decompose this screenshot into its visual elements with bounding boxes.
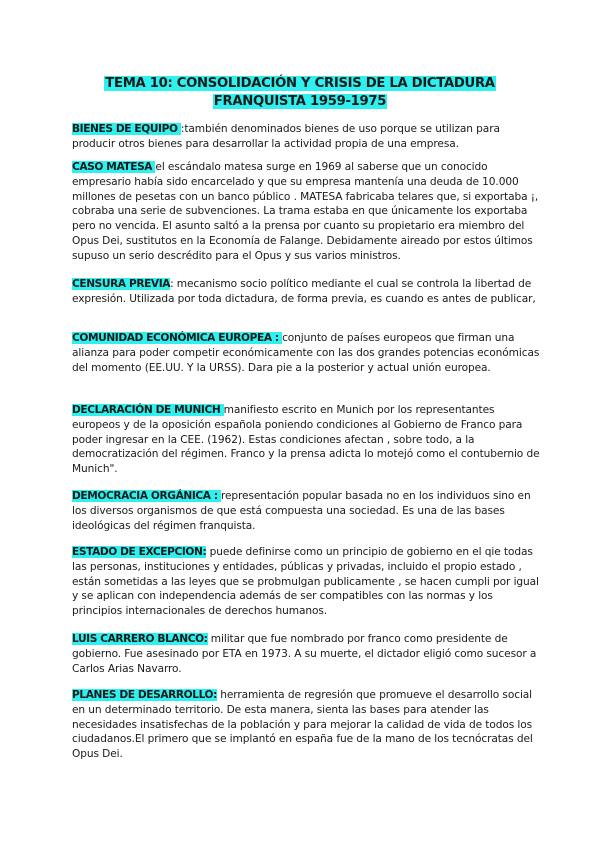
glossary-definition: herramienta de regresión que promueve el desarrollo social en un determinado territorio. De esta manera, sienta las bases para atender las necesidades insatisfechas de la población y para mejorar la calidad de vida de todos los ciudadanos.El primero que se implantó en españa fue de la mano de los tecnócratas del Opus Dei.	[72, 689, 533, 761]
glossary-definition: representación popular basada no en los individuos sino en los diversos organismos de que está compuesta una sociedad. Es una de las bases ideológicas del régimen franquista.	[72, 490, 531, 532]
glossary-entry-luis-carrero-blanco	[72, 632, 542, 676]
glossary-term: DECLARACIÓN DE MUNICH	[72, 404, 224, 416]
glossary-term: COMUNIDAD ECONÓMICA EUROPEA :	[72, 332, 283, 344]
glossary-definition: :también denominados bienes de uso porque se utilizan para producir otros bienes para desarrollar la actividad propia de una empresa.	[72, 123, 500, 150]
glossary-entry-bienes-de-equipo	[72, 122, 542, 152]
glossary-entry-declaracion-de-munich	[72, 403, 542, 477]
glossary-entry-censura-previa	[72, 277, 542, 307]
glossary-term: ESTADO DE EXCEPCION:	[72, 546, 207, 558]
glossary-term: CENSURA PREVIA	[72, 278, 171, 290]
glossary-definition: : mecanismo socio político mediante el cual se controla la libertad de expresión. Utilizada por toda dictadura, de forma previa, es cuando es antes de publicar,	[72, 278, 536, 305]
glossary-definition: conjunto de países europeos que firman una alianza para poder competir económicamente con las dos grandes potencias económicas del momento (EE.UU. Y la URSS). Dara pie a la posterior y actual unión europea.	[72, 332, 540, 374]
glossary-term: BIENES DE EQUIPO	[72, 123, 181, 135]
glossary-definition: militar que fue nombrado por franco como presidente de gobierno. Fue asesinado por ETA en 1973. A su muerte, el dictador eligió como sucesor a Carlos Arias Navarro.	[72, 633, 537, 675]
document-title-line-2: FRANQUISTA 1959-1975	[213, 94, 387, 109]
glossary-entry-caso-matesa	[72, 160, 542, 264]
glossary-definition: puede definirse como un principio de gobierno en el qie todas las personas, instituciones y entidades, públicas y privadas, incluido el propio estado , están sometidas a las leyes que se probmulgan publicamente , se hacen cumpli por igual y se aplican con independencia además de ser compatibles con las normas y los principios internacionales de derechos humanos.	[72, 546, 539, 618]
glossary-entry-comunidad-economica-europea	[72, 331, 542, 375]
glossary-entry-planes-de-desarrollo	[72, 688, 542, 762]
glossary-term: CASO MATESA	[72, 161, 156, 173]
document-title-line-1: TEMA 10: CONSOLIDACIÓN Y CRISIS DE LA DICTADURA	[105, 76, 495, 91]
glossary-term: DEMOCRACIA ORGÁNICA :	[72, 490, 221, 502]
glossary-term: LUIS CARRERO BLANCO:	[72, 633, 208, 645]
glossary-term: PLANES DE DESARROLLO:	[72, 689, 217, 701]
glossary-entry-estado-de-excepcion	[72, 545, 542, 619]
glossary-definition: el escándalo matesa surge en 1969 al saberse que un conocido empresario había sido encarcelado y que su empresa mantenía una deuda de 10.000 millones de pesetas con un banco público . MATESA fabricaba telares que, si exportaba ¡, cobraba una serie de subvenciones. La trama estaba en que únicamente los exportaba pero no vencida. El asunto saltó a la prensa por cuanto su propietario era miembro del Opus Dei, sustitutos en la Economía de Falange. Debidamente aireado por estos últimos supuso un serio descrédito para el Opus y sus varios ministros.	[72, 161, 539, 262]
glossary-entry-democracia-organica	[72, 489, 542, 533]
glossary-definition: manifiesto escrito en Munich por los representantes europeos y de la oposición española poniendo condiciones al Gobierno de Franco para poder ingresar en la CEE. (1962). Estas condiciones afectan , sobre todo, a la democratización del régimen. Franco y la prensa adicta lo motejó como el contubernio de Munich".	[72, 404, 540, 476]
